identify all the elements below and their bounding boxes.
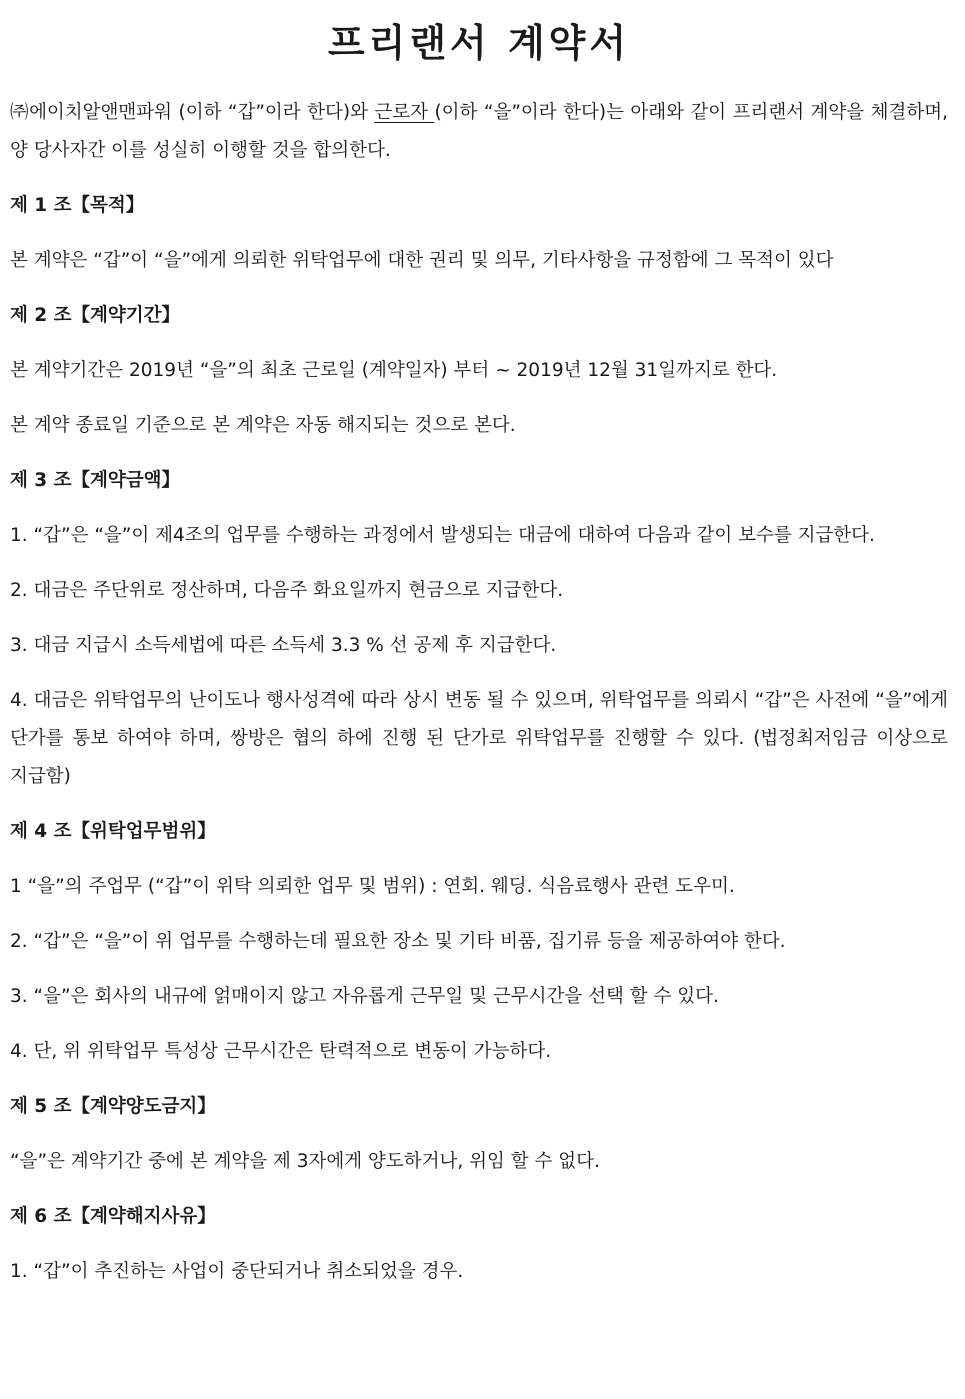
article-6-heading: 제 6 조【계약해지사유】 — [10, 1206, 216, 1227]
article-2-heading: 제 2 조【계약기간】 — [10, 305, 180, 326]
intro-party-a: ㈜에이치알앤맨파워 (이하 “갑”이라 한다)와 — [10, 102, 375, 123]
article-3-paragraph-3: 3. 대금 지급시 소득세법에 따른 소득세 3.3 % 선 공제 후 지급한다. — [10, 635, 557, 656]
article-3-paragraph-2: 2. 대금은 주단위로 정산하며, 다음주 화요일까지 현금으로 지급한다. — [10, 580, 564, 601]
article-1-paragraph-1: 본 계약은 “갑”이 “을”에게 의뢰한 위탁업무에 대한 권리 및 의무, 기타사항을 규정함에 그 목적이 있다 — [10, 250, 834, 271]
article-1-heading: 제 1 조【목적】 — [10, 195, 145, 216]
intro-paragraph — [10, 94, 948, 170]
article-4-paragraph-1: 1 “을”의 주업무 (“갑”이 위탁 의뢰한 업무 및 범위) : 연회. 웨딩. 식음료행사 관련 도우미. — [10, 876, 735, 897]
article-4-heading: 제 4 조【위탁업무범위】 — [10, 821, 216, 842]
article-3-paragraph-4: 4. 대금은 위탁업무의 난이도나 행사성격에 따라 상시 변동 될 수 있으며, 위탁업무를 의뢰시 “갑”은 사전에 “을”에게 단가를 통보 하여야 하며, 쌍방은 협의 하에 진행 된 단가로 위탁업무를 진행할 수 있다. (법정최저임금 이상으로 지급함) — [10, 690, 948, 787]
article-3-heading: 제 3 조【계약금액】 — [10, 470, 180, 491]
article-2-paragraph-1: 본 계약기간은 2019년 “을”의 최초 근로일 (계약일자) 부터 ~ 2019년 12월 31일까지로 한다. — [10, 360, 778, 381]
intro-party-b-underlined: 근로자 — [374, 102, 435, 123]
article-5-heading: 제 5 조【계약양도금지】 — [10, 1096, 216, 1117]
document-title: 프리랜서 계약서 — [327, 21, 631, 65]
article-4-paragraph-2: 2. “갑”은 “을”이 위 업무를 수행하는데 필요한 장소 및 기타 비품, 집기류 등을 제공하여야 한다. — [10, 931, 786, 952]
article-4-paragraph-3: 3. “을”은 회사의 내규에 얽매이지 않고 자유롭게 근무일 및 근무시간을 선택 할 수 있다. — [10, 986, 719, 1007]
article-3-paragraph-1: 1. “갑”은 “을”이 제4조의 업무를 수행하는 과정에서 발생되는 대금에 대하여 다음과 같이 보수를 지급한다. — [10, 525, 875, 546]
article-6-paragraph-1: 1. “갑”이 추진하는 사업이 중단되거나 취소되었을 경우. — [10, 1261, 464, 1282]
article-5-paragraph-1: “을”은 계약기간 중에 본 계약을 제 3자에게 양도하거나, 위임 할 수 없다. — [10, 1151, 600, 1172]
intro-rest: (이하 “을”이라 한다)는 아래와 같이 프리랜서 계약을 체결하며, 양 당사자간 이를 성실히 이행할 것을 합의한다. — [10, 102, 948, 161]
article-2-paragraph-2: 본 계약 종료일 기준으로 본 계약은 자동 해지되는 것으로 본다. — [10, 415, 516, 436]
article-4-paragraph-4: 4. 단, 위 위탁업무 특성상 근무시간은 탄력적으로 변동이 가능하다. — [10, 1041, 552, 1062]
